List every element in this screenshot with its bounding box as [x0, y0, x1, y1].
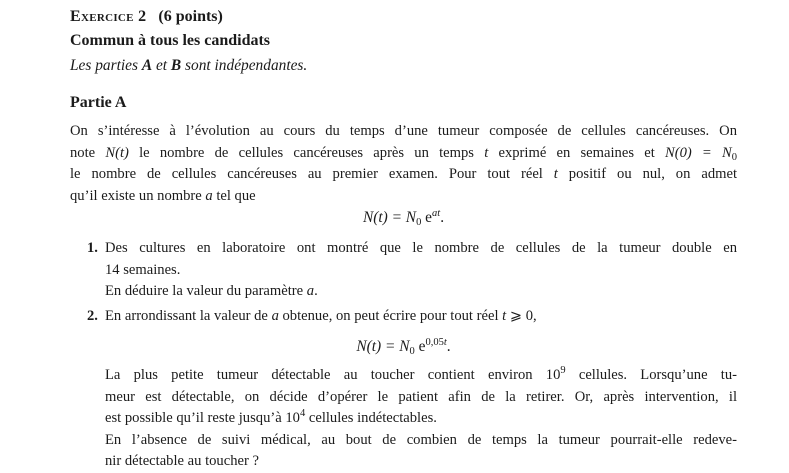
text-segment: t [443, 337, 447, 348]
text-line [105, 408, 737, 430]
text-line [105, 387, 737, 409]
text-segment: positif ou nul, on admet [557, 166, 737, 182]
question-2-number: 2. [87, 307, 98, 324]
text-line [70, 164, 737, 186]
text-segment: exprimé en semaines et [488, 144, 665, 161]
text-segment: En l’absence de suivi médical, au bout de combien de temps la tumeur pourrait-elle redeve- [105, 431, 737, 448]
text-segment: . [440, 209, 445, 226]
text-segment: meur est détectable, on décide d’opérer le patient afin de la retirer. Or, après intervention, il [105, 388, 737, 405]
text-segment: e [414, 338, 426, 355]
text-segment: cellules. Lorsqu’une tu- [565, 367, 738, 383]
text-segment: N(0) = N [664, 144, 732, 161]
text-segment: et [152, 57, 171, 74]
text-segment: at [432, 208, 441, 219]
text-segment: Des cultures en laboratoire ont montré que le nombre de cellules de la tumeur double en [105, 240, 737, 256]
text-segment: cellules indétectables. [305, 410, 437, 426]
closing-paragraph [105, 365, 737, 473]
text-segment: a [271, 307, 279, 324]
text-segment: ⩾ 0, [506, 307, 537, 324]
text-segment: La plus petite tumeur détectable au toucher contient environ 10 [105, 367, 561, 383]
text-line [70, 121, 737, 143]
question-2-body [105, 306, 737, 328]
independence-note [70, 55, 737, 77]
text-segment: . [314, 283, 318, 299]
text-segment: tel que [212, 187, 256, 204]
text-segment: 0 [416, 217, 422, 228]
text-segment: En arrondissant la valeur de [105, 307, 272, 324]
text-segment: N(t) = N [362, 209, 417, 226]
text-line [70, 143, 737, 165]
audience-subheading: Commun à tous les candidats [70, 32, 271, 49]
text-segment: B [170, 57, 182, 74]
text-segment: t [502, 307, 507, 324]
text-line [105, 365, 737, 387]
text-segment: On s’intéresse à l’évolution au cours du temps d’une tumeur composée de cellules cancéreuses. On [70, 123, 737, 139]
text-segment: est possible qu’il reste jusqu’à 10 [105, 410, 300, 426]
text-line [105, 306, 737, 328]
text-segment: Les parties [70, 57, 142, 74]
text-segment: . [446, 338, 451, 355]
text-segment: 0,05 [425, 337, 444, 348]
intro-paragraph [70, 121, 737, 207]
formula-exponential-rounded [70, 336, 737, 358]
text-segment: a [306, 283, 315, 299]
text-segment: 4 [299, 408, 306, 419]
text-segment: A [141, 57, 153, 74]
text-segment: N(t) [105, 144, 129, 161]
text-line [105, 281, 737, 303]
text-segment: 0 [731, 151, 737, 163]
text-segment: note [70, 144, 106, 161]
text-segment: t [553, 166, 558, 182]
question-1-number: 1. [87, 240, 98, 256]
text-segment: t [484, 144, 489, 161]
text-segment: 0 [409, 346, 415, 357]
text-segment: le nombre de cellules cancéreuses après un temps [128, 144, 485, 161]
text-segment: N(t) = N [356, 338, 410, 355]
exercise-title: Exercice 2 [70, 8, 147, 25]
question-1-body [105, 238, 737, 303]
text-segment: En déduire la valeur du paramètre [105, 283, 307, 299]
text-line [105, 430, 737, 452]
question-item-2 [87, 306, 737, 328]
text-segment: sont indépendantes. [181, 57, 308, 74]
text-segment: 9 [560, 365, 566, 376]
exercise-points: (6 points) [158, 8, 223, 25]
text-segment: nir détectable au toucher ? [105, 453, 259, 469]
exercise-heading [70, 6, 737, 28]
formula-exponential-general [70, 207, 737, 229]
text-segment: a [205, 187, 213, 204]
question-item-1 [87, 238, 737, 303]
part-a-heading: Partie A [70, 94, 127, 111]
text-segment: e [421, 209, 433, 226]
text-line [105, 260, 737, 282]
text-segment: qu’il existe un nombre [70, 187, 206, 204]
text-segment: le nombre de cellules cancéreuses au premier examen. Pour tout réel [70, 166, 554, 182]
text-segment: 14 semaines. [105, 261, 181, 278]
text-line [105, 451, 737, 473]
text-segment: obtenue, on peut écrire pour tout réel [278, 307, 503, 324]
text-line [105, 238, 737, 260]
text-line [70, 186, 737, 208]
